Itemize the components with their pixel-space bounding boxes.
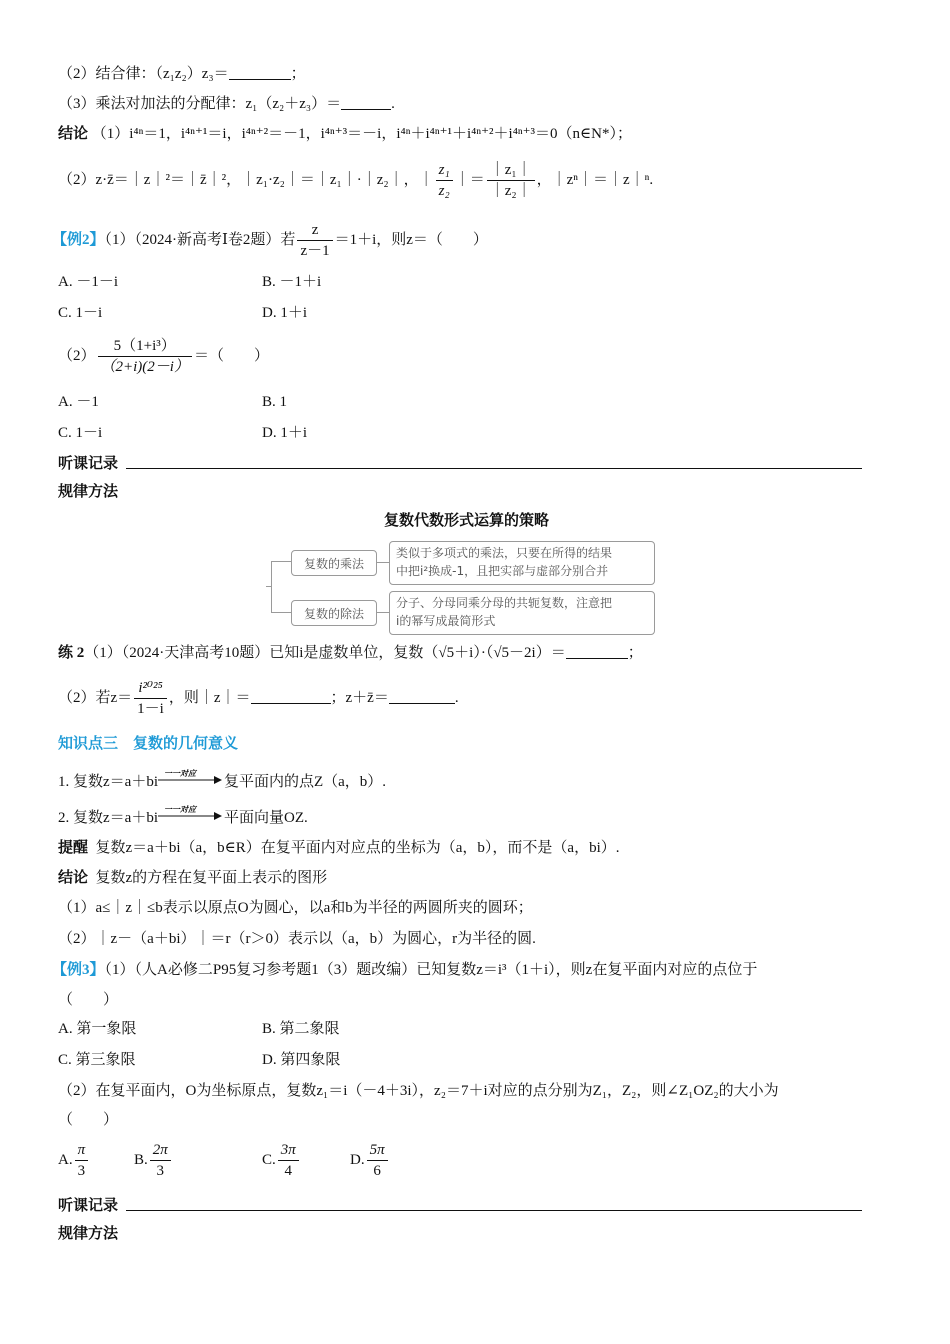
- mindmap-division-text: 分子、分母同乘分母的共轭复数，注意把 i的幂写成最简形式: [389, 591, 655, 635]
- option-b[interactable]: B. －1＋i: [262, 274, 322, 290]
- fraction: $\frac{\text{5（1+i³）}}{(2+i)(2-i)}$: [98, 336, 192, 377]
- notes-label: 听课记录: [58, 456, 119, 472]
- correspondence-arrow-icon: 一一对应: [158, 804, 224, 824]
- method-label: 规律方法: [58, 1226, 119, 1242]
- mindmap-connector: [376, 612, 389, 613]
- associative-law: （2）结合律：（z₁z₂）z₃＝ ；: [58, 66, 306, 82]
- geometry-item-2: 2. 复数z＝a＋bi 一一对应 平面向量OZ.: [58, 805, 308, 826]
- fraction: $\frac{z}{z-1}$: [297, 220, 332, 261]
- conclusion-circle: （2）｜z－（a＋bi）｜＝r（r＞0）表示以（a，b）为圆心，r为半径的圆.: [58, 931, 536, 947]
- answer-paren: （ ）: [58, 1112, 119, 1128]
- example2-q1: 【例2】（1）（2024·新高考Ⅰ卷2题）若 $\frac{z}{z-1}$ ＝1＋i，则z＝（ ）: [52, 222, 488, 260]
- mindmap-connector: [376, 562, 389, 563]
- section-title: 知识点三 复数的几何意义: [58, 736, 239, 752]
- notes-label: 听课记录: [58, 1198, 119, 1214]
- fraction: $\frac{\text{z₁}}{\text{z₂}}$: [436, 160, 453, 201]
- option-b[interactable]: B. 1: [262, 394, 288, 410]
- option-c[interactable]: C. 第三象限: [58, 1052, 136, 1068]
- option-a[interactable]: A. －1: [58, 394, 99, 410]
- option-a[interactable]: A. －1－i: [58, 274, 119, 290]
- geometry-item-1: 1. 复数z＝a＋bi 一一对应 复平面内的点Z（a，b）.: [58, 769, 387, 790]
- method-label: 规律方法: [58, 484, 119, 500]
- example-tag: 【例3】: [52, 962, 105, 978]
- strategy-title: 复数代数形式运算的策略: [384, 513, 550, 529]
- mindmap-multiplication-text: 类似于多项式的乘法，只要在所得的结果 中把i²换成-1，且把实部与虚部分别合并: [389, 541, 655, 585]
- notes-line[interactable]: [126, 1210, 862, 1211]
- fraction: $\frac{\text{i²⁰²⁵}}{1-i}$: [134, 678, 167, 719]
- conclusion-powers-of-i: 结论 （1）i⁴ⁿ＝1，i⁴ⁿ⁺¹＝i，i⁴ⁿ⁺²＝－1，i⁴ⁿ⁺³＝－i，i⁴ⁿ＋i⁴ⁿ⁺¹＋i⁴ⁿ⁺²＋i⁴ⁿ⁺³＝0（n∈N*）；: [58, 126, 632, 142]
- answer-blank[interactable]: [251, 689, 331, 704]
- answer-paren: （ ）: [58, 992, 119, 1008]
- option-d[interactable]: D. $\frac{5\pi}{6}$: [350, 1140, 390, 1181]
- conclusion-annulus: （1）a≤｜z｜≤b表示以原点O为圆心，以a和b为半径的两圆所夹的圆环；: [58, 900, 533, 916]
- example3-q1: 【例3】（1）（人A必修二P95复习参考题1（3）题改编）已知复数z＝i³（1＋i），则z在复平面内对应的点位于: [52, 962, 758, 978]
- option-d[interactable]: D. 1＋i: [262, 425, 308, 441]
- correspondence-arrow-icon: 一一对应: [158, 768, 224, 788]
- example2-q2: （2） $\frac{\text{5（1+i³）}}{(2+i)(2-i)}$ ＝（ ）: [58, 338, 269, 376]
- answer-blank[interactable]: [389, 689, 455, 704]
- answer-blank[interactable]: [341, 95, 391, 110]
- mindmap-connector: [266, 586, 272, 587]
- mindmap-division-node: 复数的除法: [291, 600, 377, 626]
- practice2-q2: （2）若z＝ $\frac{\text{i²⁰²⁵}}{1-i}$ ，则｜z｜＝ ；z＋z̄＝ .: [58, 680, 459, 718]
- option-d[interactable]: D. 1＋i: [262, 305, 308, 321]
- mindmap-multiplication-node: 复数的乘法: [291, 550, 377, 576]
- option-a[interactable]: A. $\frac{\pi}{3}$: [58, 1140, 90, 1181]
- option-b[interactable]: B. 第二象限: [262, 1021, 340, 1037]
- answer-blank[interactable]: [566, 644, 628, 659]
- answer-blank[interactable]: [229, 65, 291, 80]
- example3-q2: （2）在复平面内，O为坐标原点，复数z₁＝i（－4＋3i），z₂＝7＋i对应的点分别为Z₁，Z₂，则∠Z₁OZ₂的大小为: [58, 1083, 779, 1099]
- reminder: 提醒 复数z＝a＋bi（a，b∈R）在复平面内对应点的坐标为（a，b），而不是（a，bi）.: [58, 840, 620, 856]
- example-tag: 【例2】: [52, 232, 105, 248]
- option-c[interactable]: C. $\frac{3\pi}{4}$: [262, 1140, 301, 1181]
- practice2-q1: 练 2（1）（2024·天津高考10题）已知i是虚数单位，复数（√5＋i）·（√5－2i）＝ ；: [58, 645, 643, 661]
- option-c[interactable]: C. 1－i: [58, 425, 103, 441]
- distributive-law: （3）乘法对加法的分配律：z₁（z₂＋z₃）＝ .: [58, 96, 395, 112]
- option-a[interactable]: A. 第一象限: [58, 1021, 137, 1037]
- mindmap-connector: [271, 561, 292, 613]
- conclusion-geometry: 结论 复数z的方程在复平面上表示的图形: [58, 870, 328, 886]
- option-d[interactable]: D. 第四象限: [262, 1052, 341, 1068]
- fraction: $\frac{\text{｜z₁｜}}{\text{｜z₂｜}}$: [487, 160, 535, 201]
- option-c[interactable]: C. 1－i: [58, 305, 103, 321]
- notes-line[interactable]: [126, 468, 862, 469]
- conclusion-modulus: （2）z·z̄＝｜z｜²＝｜z̄｜²，｜z₁·z₂｜＝｜z₁｜·｜z₂｜，｜ $\frac{\text{z₁}}{\text{z₂}}$ ｜＝ $\frac{\text{｜z₁｜}}{\text{｜z₂｜}}$ ，｜zⁿ｜＝｜z｜ⁿ.: [58, 162, 654, 200]
- option-b[interactable]: B. $\frac{2\pi}{3}$: [134, 1140, 173, 1181]
